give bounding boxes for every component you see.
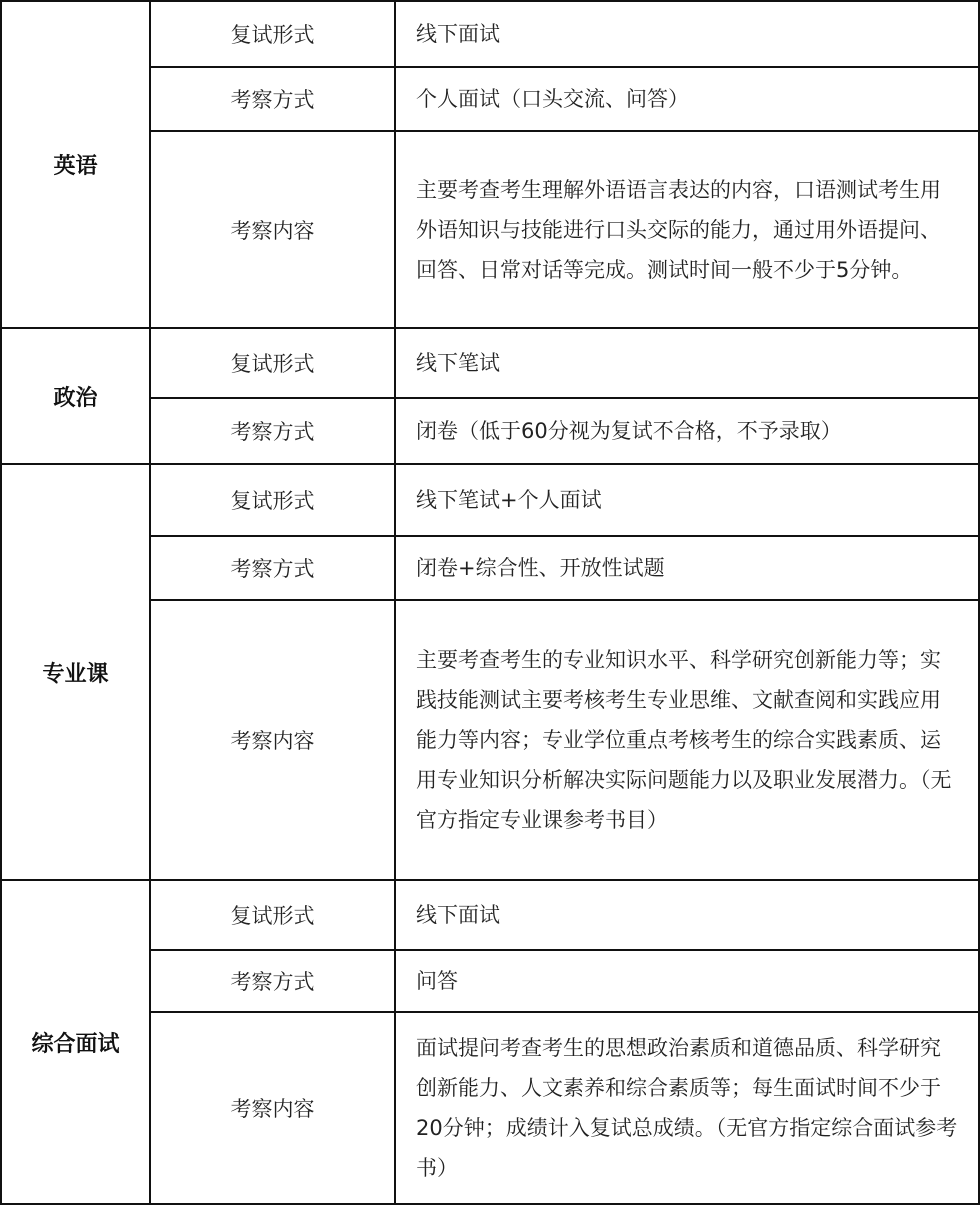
item-value: 线下笔试 <box>395 328 979 398</box>
item-label: 复试形式 <box>150 328 395 398</box>
item-label: 考察内容 <box>150 600 395 880</box>
subject-cell-major-course: 专业课 <box>1 464 150 880</box>
subject-cell-politics: 政治 <box>1 328 150 464</box>
item-value: 面试提问考查考生的思想政治素质和道德品质、科学研究创新能力、人文素养和综合素质等；每生面试时间不少于20分钟；成绩计入复试总成绩。（无官方指定综合面试参考书） <box>395 1012 979 1204</box>
item-label: 复试形式 <box>150 1 395 67</box>
item-value: 主要考查考生理解外语语言表达的内容，口语测试考生用外语知识与技能进行口头交际的能力，通过用外语提问、回答、日常对话等完成。测试时间一般不少于5分钟。 <box>395 131 979 328</box>
item-label: 复试形式 <box>150 880 395 950</box>
item-label: 考察方式 <box>150 398 395 464</box>
item-label: 考察内容 <box>150 131 395 328</box>
item-label: 考察内容 <box>150 1012 395 1204</box>
item-value: 闭卷（低于60分视为复试不合格，不予录取） <box>395 398 979 464</box>
table-row <box>1 1 979 67</box>
subject-cell-comprehensive-interview: 综合面试 <box>1 880 150 1204</box>
item-value: 主要考查考生的专业知识水平、科学研究创新能力等；实践技能测试主要考核考生专业思维、文献查阅和实践应用能力等内容；专业学位重点考核考生的综合实践素质、运用专业知识分析解决实际问题能力以及职业发展潜力。（无官方指定专业课参考书目） <box>395 600 979 880</box>
subject-cell-english: 英语 <box>1 1 150 328</box>
table-row <box>1 464 979 536</box>
item-label: 考察方式 <box>150 950 395 1012</box>
item-value: 闭卷+综合性、开放性试题 <box>395 536 979 600</box>
item-value: 线下笔试+个人面试 <box>395 464 979 536</box>
item-label: 考察方式 <box>150 67 395 131</box>
item-value: 问答 <box>395 950 979 1012</box>
item-value: 线下面试 <box>395 1 979 67</box>
item-value: 线下面试 <box>395 880 979 950</box>
item-value: 个人面试（口头交流、问答） <box>395 67 979 131</box>
table-row <box>1 880 979 950</box>
item-label: 复试形式 <box>150 464 395 536</box>
item-label: 考察方式 <box>150 536 395 600</box>
table-row <box>1 328 979 398</box>
